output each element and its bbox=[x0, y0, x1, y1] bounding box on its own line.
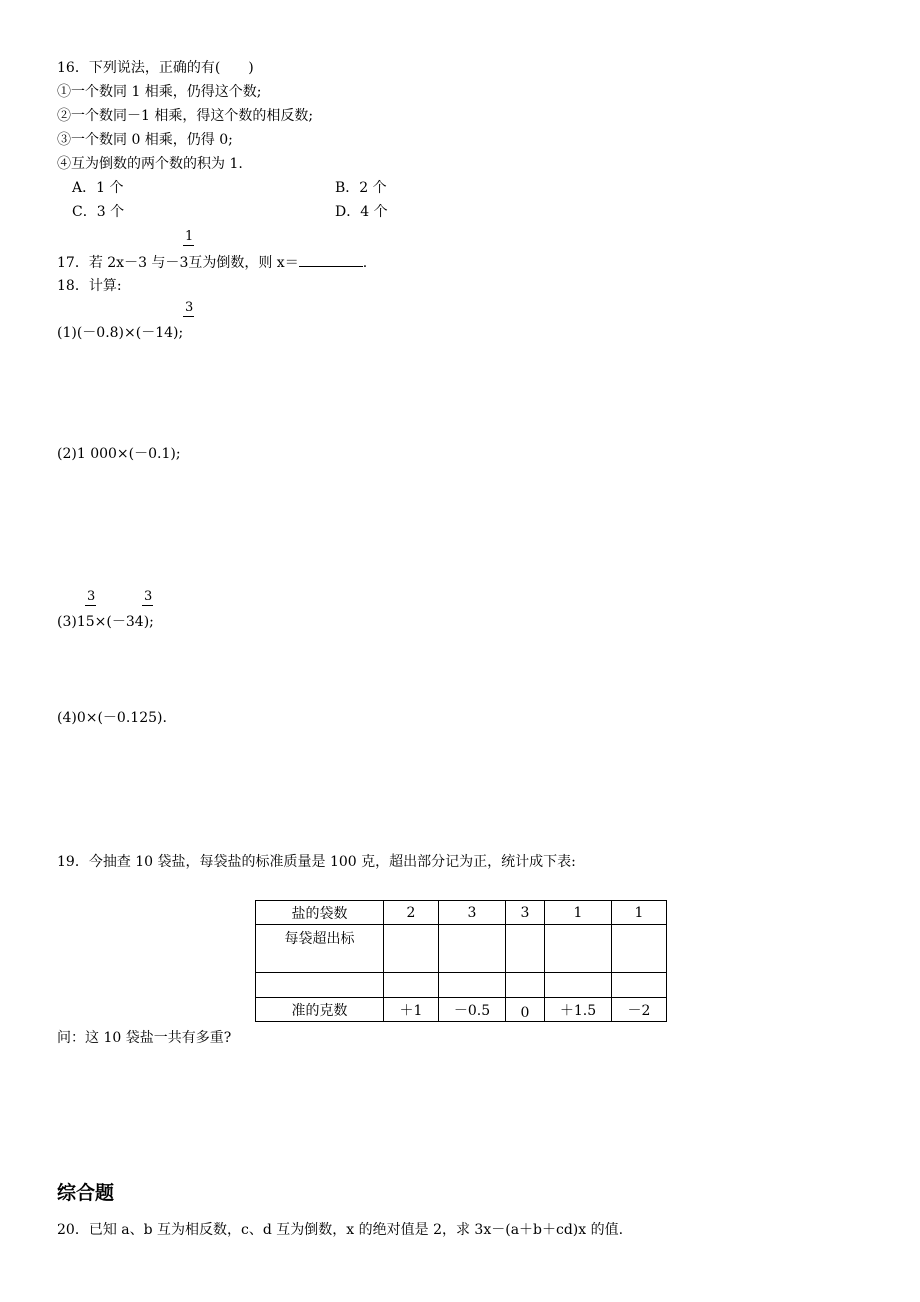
table-cell-deviation: －2 bbox=[612, 998, 667, 1022]
table-cell-deviation: ＋1 bbox=[384, 998, 439, 1022]
table-cell-empty bbox=[384, 973, 439, 998]
q19-stem: 19．今抽查 10 袋盐，每袋盐的标准质量是 100 克，超出部分记为正，统计成下表: bbox=[57, 854, 576, 870]
q18-part-1 bbox=[57, 323, 183, 343]
q17-fraction-denominator: 3 bbox=[179, 255, 189, 271]
q17-line bbox=[57, 252, 367, 273]
table-cell-count: 1 bbox=[612, 901, 667, 925]
table-cell-count: 3 bbox=[506, 901, 545, 925]
table-cell-empty bbox=[256, 973, 384, 998]
q18-p3-prefix: (3)1 bbox=[57, 614, 86, 630]
q18-p1-fraction-denominator: 4 bbox=[164, 325, 174, 341]
q18-part-3 bbox=[57, 612, 154, 632]
table-cell-empty bbox=[545, 925, 612, 973]
q17-suffix: 互为倒数，则 x＝ bbox=[188, 255, 299, 271]
table-cell-excess-label: 每袋超出标 bbox=[256, 925, 384, 973]
q17-answer-blank[interactable] bbox=[299, 252, 363, 267]
q18-part-4: (4)0×(－0.125). bbox=[57, 710, 167, 726]
q16-stem: 16．下列说法，正确的有( ) bbox=[57, 60, 254, 76]
q16-statement-3: ③一个数同 0 相乘，仍得 0; bbox=[57, 132, 233, 148]
table-cell-grams-label: 准的克数 bbox=[256, 998, 384, 1022]
table-cell-empty bbox=[506, 973, 545, 998]
table-cell-deviation: 0 bbox=[506, 998, 545, 1022]
q18-p3-fraction2-bar bbox=[142, 605, 153, 606]
q16-statement-2: ②一个数同－1 相乘，得这个数的相反数; bbox=[57, 108, 314, 124]
table-cell-empty bbox=[506, 925, 545, 973]
q18-p1-fraction-bar bbox=[183, 316, 194, 317]
table-cell-empty bbox=[612, 973, 667, 998]
q18-p1-fraction-numerator: 3 bbox=[185, 300, 194, 315]
table-row bbox=[256, 998, 667, 1022]
q18-p3-middle: ×(－3 bbox=[94, 614, 135, 630]
q20-text: 20．已知 a、b 互为相反数，c、d 互为倒数，x 的绝对值是 2，求 3x－(a＋b＋cd)x 的值. bbox=[57, 1222, 624, 1238]
q18-p1-prefix: (1)(－0.8)×(－1 bbox=[57, 325, 165, 341]
table-cell-empty bbox=[384, 925, 439, 973]
q18-p3-fraction1-numerator: 3 bbox=[87, 589, 96, 604]
q16-option-a: A．1 个 bbox=[72, 180, 124, 196]
table-cell-bag-count-label: 盐的袋数 bbox=[256, 901, 384, 925]
table-cell-empty bbox=[439, 973, 506, 998]
q16-statement-4: ④互为倒数的两个数的积为 1. bbox=[57, 156, 243, 172]
q18-p3-fraction2-denominator: 4 bbox=[134, 614, 144, 630]
q18-p1-suffix: ); bbox=[173, 325, 184, 341]
table-cell-deviation: －0.5 bbox=[439, 998, 506, 1022]
q17-fraction-numerator: 1 bbox=[185, 229, 194, 244]
q19-question: 问：这 10 袋盐一共有多重? bbox=[57, 1030, 232, 1046]
table-cell-count: 2 bbox=[384, 901, 439, 925]
table-row bbox=[256, 925, 667, 973]
section-heading: 综合题 bbox=[57, 1182, 115, 1204]
table-cell-count: 3 bbox=[439, 901, 506, 925]
table-row bbox=[256, 973, 667, 998]
table-cell-empty bbox=[612, 925, 667, 973]
q16-option-b: B．2 个 bbox=[335, 180, 387, 196]
q18-p3-suffix: ); bbox=[143, 614, 154, 630]
salt-data-table bbox=[255, 900, 667, 1022]
q16-option-d: D．4 个 bbox=[335, 204, 388, 220]
table-row bbox=[256, 901, 667, 925]
table-cell-deviation: ＋1.5 bbox=[545, 998, 612, 1022]
q16-option-c: C．3 个 bbox=[72, 204, 125, 220]
q18-p3-fraction2-numerator: 3 bbox=[144, 589, 153, 604]
q17-fraction-bar bbox=[183, 245, 194, 246]
q18-part-2: (2)1 000×(－0.1); bbox=[57, 446, 181, 462]
q18-stem: 18．计算: bbox=[57, 278, 122, 294]
q16-statement-1: ①一个数同 1 相乘，仍得这个数; bbox=[57, 84, 262, 100]
q18-p3-fraction1-denominator: 5 bbox=[85, 614, 95, 630]
table-cell-count: 1 bbox=[545, 901, 612, 925]
table-cell-empty bbox=[545, 973, 612, 998]
q18-p3-fraction1-bar bbox=[85, 605, 96, 606]
q17-prefix: 17．若 2x－3 与－ bbox=[57, 255, 180, 271]
q17-end: . bbox=[362, 255, 368, 271]
table-cell-empty bbox=[439, 925, 506, 973]
